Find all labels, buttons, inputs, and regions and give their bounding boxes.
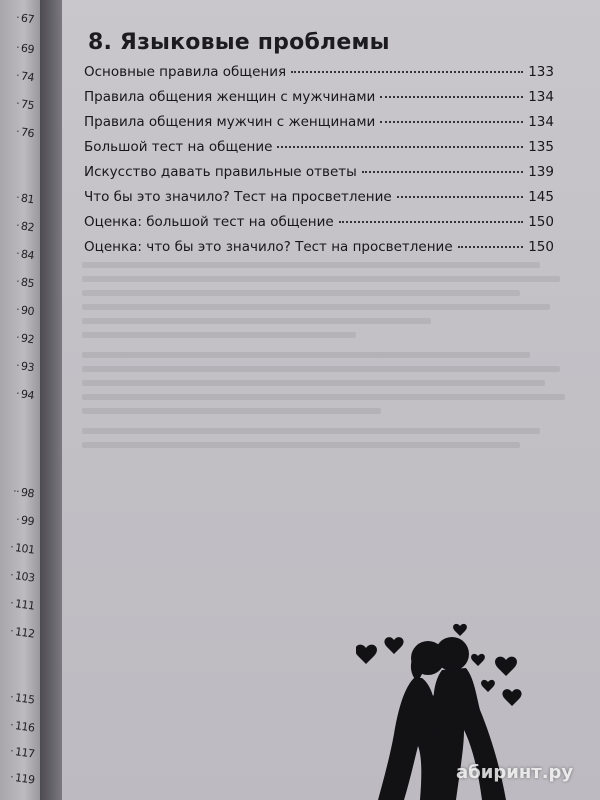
toc-entry-page: 150 bbox=[528, 239, 554, 255]
toc-entry-page: 145 bbox=[528, 189, 554, 205]
toc-entry-title: Основные правила общения bbox=[84, 64, 287, 80]
left-page-number: ·90 bbox=[15, 302, 35, 319]
dot-leader bbox=[339, 221, 524, 223]
left-page-number: ·101 bbox=[8, 540, 35, 557]
left-page-number: ·85 bbox=[15, 274, 35, 291]
toc-entry-page: 134 bbox=[528, 89, 554, 105]
left-page-number: ·75 bbox=[15, 96, 35, 113]
heart-icon bbox=[495, 657, 517, 676]
toc-entry[interactable] bbox=[84, 189, 554, 214]
toc-entry-page: 150 bbox=[528, 214, 554, 230]
heart-icon bbox=[356, 645, 377, 664]
toc-entry-title: Большой тест на общение bbox=[84, 139, 273, 155]
toc-entry-page: 134 bbox=[528, 114, 554, 130]
chapter-title: 8. Языковые проблемы bbox=[88, 30, 390, 55]
toc-entry-page: 135 bbox=[528, 139, 554, 155]
left-page-number: ·112 bbox=[8, 624, 35, 641]
toc-entry[interactable] bbox=[84, 164, 554, 189]
dot-leader bbox=[397, 196, 524, 198]
toc-entry-title: Правила общения мужчин с женщинами bbox=[84, 114, 376, 130]
dot-leader bbox=[458, 246, 524, 248]
toc-entry-title: Что бы это значило? Тест на просветление bbox=[84, 189, 392, 205]
heart-icon bbox=[502, 689, 521, 706]
left-page-number: ·103 bbox=[8, 568, 35, 585]
left-page-number: ·92 bbox=[15, 330, 35, 347]
left-page-number: ·82 bbox=[15, 218, 35, 235]
left-page-number: ·117 bbox=[8, 744, 35, 761]
toc-entry-page: 133 bbox=[528, 64, 554, 80]
toc-entry[interactable] bbox=[84, 239, 554, 264]
dot-leader bbox=[277, 146, 523, 148]
left-page-number: ·76 bbox=[15, 124, 35, 141]
dot-leader bbox=[362, 171, 523, 173]
left-page-number: ·67 bbox=[15, 10, 35, 27]
left-page-number: ·115 bbox=[8, 690, 35, 707]
toc-entry[interactable] bbox=[84, 89, 554, 114]
heart-icon bbox=[384, 637, 403, 654]
left-page-number: ·74 bbox=[15, 68, 35, 85]
left-page-number: ·119 bbox=[8, 770, 35, 787]
toc-entry-page: 139 bbox=[528, 164, 554, 180]
book-gutter bbox=[40, 0, 62, 800]
show-through-text bbox=[82, 262, 580, 512]
heart-icon bbox=[453, 624, 467, 636]
left-page-number: ·84 bbox=[15, 246, 35, 263]
toc-entry-title: Правила общения женщин с мужчинами bbox=[84, 89, 376, 105]
left-page-number: ·81 bbox=[15, 190, 35, 207]
dot-leader bbox=[380, 121, 523, 123]
contents-page bbox=[62, 0, 600, 800]
left-page-number: ·93 bbox=[15, 358, 35, 375]
toc-entry-title: Оценка: большой тест на общение bbox=[84, 214, 334, 230]
left-page-number: ·116 bbox=[8, 718, 35, 735]
heart-icon bbox=[481, 680, 495, 692]
left-page bbox=[0, 0, 40, 800]
left-page-number: ·94 bbox=[15, 386, 35, 403]
toc-entry[interactable] bbox=[84, 64, 554, 89]
left-page-number: ·99 bbox=[15, 512, 35, 529]
watermark: абиринт.ру bbox=[456, 762, 574, 783]
left-page-number: ··98 bbox=[12, 484, 35, 501]
toc-entry[interactable] bbox=[84, 139, 554, 164]
toc-entry[interactable] bbox=[84, 114, 554, 139]
toc-entry-title: Искусство давать правильные ответы bbox=[84, 164, 357, 180]
dot-leader bbox=[380, 96, 523, 98]
dot-leader bbox=[291, 71, 523, 73]
toc-entry[interactable] bbox=[84, 214, 554, 239]
toc-entry-title: Оценка: что бы это значило? Тест на просветление bbox=[84, 239, 453, 255]
left-page-number: ·111 bbox=[8, 596, 35, 613]
left-page-number: ·69 bbox=[15, 40, 35, 57]
table-of-contents bbox=[84, 64, 554, 264]
heart-icon bbox=[471, 654, 485, 666]
